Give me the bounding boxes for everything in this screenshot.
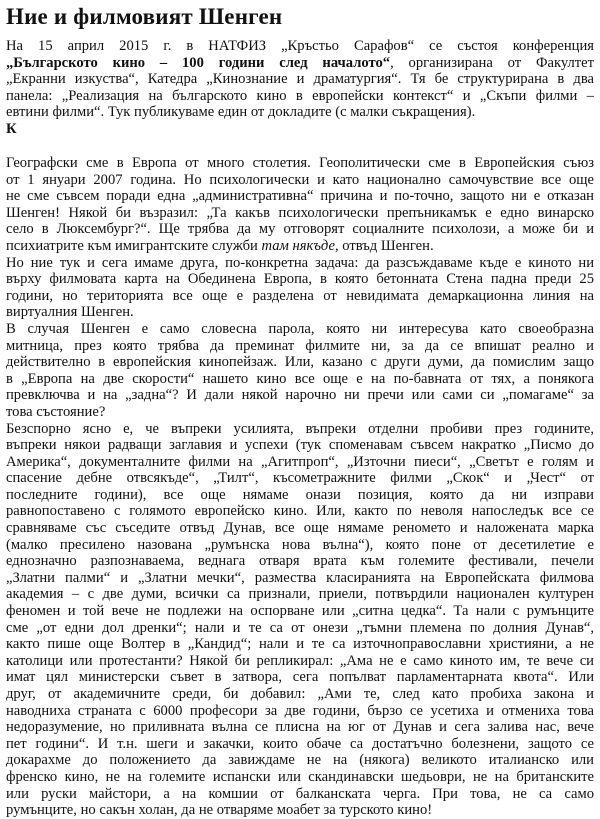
text-segment: румънците, но сакън холан, да не отваряме моабет за турското кино! — [6, 802, 433, 819]
page-title: Ние и филмовият Шенген — [6, 4, 283, 29]
body-line — [6, 404, 594, 421]
body-line — [6, 586, 594, 603]
text-segment: „Златни палми“ и „Златни мечки“, размества класиранията на Европейската филмова — [6, 569, 594, 586]
text-segment: или руски майстори, а на комшии от балканската черга. При това, не са само — [6, 785, 594, 802]
body-line — [6, 354, 594, 371]
bold-text: К — [6, 120, 17, 137]
intro-line — [6, 121, 594, 138]
text-segment: както пише още Волтер в „Кандид“; нали и те са източноправославни християни, а не — [6, 636, 594, 653]
text-segment: сме „от едни дол дренки“; нали и те са от онези „тъмни племена по долния Дунав“, — [6, 619, 594, 636]
body-line — [6, 421, 594, 438]
text-segment: виртуалния Шенген. — [6, 304, 134, 321]
body-line — [6, 255, 594, 272]
body-line — [6, 188, 594, 205]
body-line — [6, 437, 594, 454]
body-line — [6, 470, 594, 487]
body-line — [6, 686, 594, 703]
intro-block — [6, 38, 594, 138]
body-line — [6, 537, 594, 554]
text-segment: академия – с две думи, всички са признали, приели, потвърдили национален културен — [6, 586, 594, 603]
body-line — [6, 520, 594, 537]
text-segment: феномен и той вече не подлежи на оспорване или „ситна цедка“. Та нали с румънците — [6, 603, 594, 620]
body-line — [6, 454, 594, 471]
text-segment: от 1 януари 2007 година. Но психологически и като национално самочувствие все още — [6, 171, 594, 188]
body-line — [6, 669, 594, 686]
body-line — [6, 752, 594, 769]
body-line — [6, 487, 594, 504]
text-segment: в „Европа на две скорости“ нашето кино все още е на по-бавната от тях, а понякога — [6, 370, 594, 387]
text-segment: (малко пресилено назована „румънска нова вълна“), която поне от десетилетие е — [6, 536, 594, 553]
body-line — [6, 703, 594, 720]
text-segment: , организирана от Факултет — [390, 54, 594, 71]
text-segment: не сме съвсем поради една „административна“ причина и по-точно, защото ни е отказан — [6, 188, 594, 205]
body-line — [6, 736, 594, 753]
body-line — [6, 205, 594, 222]
text-segment: , отвъд Шенген. — [334, 237, 434, 254]
italic-text: там някъде — [261, 237, 335, 254]
text-segment: панела: „Реализация на българското кино в европейски контекст“ и „Скъпи филми – — [6, 87, 594, 104]
text-segment: недоразумение, но приливната вълна се плисна на юг от Дунав и сега залива нас, вече — [6, 719, 594, 736]
text-segment: години, но територията все още е разделена от невидимата демаркационна линия на — [6, 287, 594, 304]
intro-line — [6, 104, 594, 121]
body-line — [6, 570, 594, 587]
bold-text: „Българското кино – 100 години след началото“ — [6, 54, 391, 71]
intro-line — [6, 38, 594, 55]
body-line — [6, 288, 594, 305]
text-segment: евтини филми“. Тук публикуваме един от докладите (с малки съкращения). — [6, 104, 476, 121]
text-segment: сравняваме със съседите отвъд Дунав, все още нямаме реномето и наложената марка — [6, 520, 594, 537]
body-line — [6, 387, 594, 404]
text-segment: равнопоставено с голямото европейско кино. Или, както по неволя напоследък все се — [6, 503, 594, 520]
body-line — [6, 321, 594, 338]
text-segment: На 15 април 2015 г. в НАТФИЗ „Кръстьо Сарафов“ се състоя конференция — [6, 38, 594, 54]
text-segment: Безспорно ясно е, че въпреки усилията, въпреки отделни пробиви през годините, — [6, 420, 594, 437]
body-line — [6, 769, 594, 786]
body-line — [6, 802, 594, 819]
body-line — [6, 620, 594, 637]
text-segment: Америка“, документалните филми на „Агитпроп“, „Източни пиеси“, „Светът е голям и — [6, 453, 594, 470]
text-segment: В случая Шенген е само словесна парола, която ни интересува като своеобразна — [6, 320, 594, 337]
body-line — [6, 238, 594, 255]
text-segment: превключва и на „задна“? И дали някой нарочно ни пречи или сами си „помагаме“ за — [6, 387, 594, 404]
body-line — [6, 719, 594, 736]
text-segment: пет години“. И т.н. шеги и закачки, които обаче са достатъчно болезнени, защото се — [6, 735, 594, 752]
text-segment: спасение дебне отвсякъде“, „Тилт“, късометражните филми „Скок“ и „Чест“ от — [6, 470, 594, 487]
text-segment: друг, от академичните среди, би добавил: „Ами те, след като пробиха закона и — [6, 686, 594, 702]
text-segment: това състояние? — [6, 403, 106, 420]
body-line — [6, 155, 594, 172]
body-line — [6, 304, 594, 321]
body-line — [6, 371, 594, 388]
body-line — [6, 553, 594, 570]
text-segment: митница, през която трябва да преминат филмите ни, за да се впишат реално и — [6, 337, 594, 354]
text-segment: Шенген! Някой би възразил: „Та какъв психологически препъникамък е едно винарско — [6, 204, 594, 221]
intro-line — [6, 88, 594, 105]
text-segment: френско кино, не на големите испански или скандинавски шедьоври, не на британските — [6, 768, 594, 785]
body-line — [6, 503, 594, 520]
article-body — [6, 155, 594, 819]
text-segment: еднозначно разпознаваема, веднага отваря врата към големите фестивали, печели — [6, 553, 594, 570]
body-line — [6, 603, 594, 620]
text-segment: докарахме до положението да завиждаме не на (някога) великото италианско или — [6, 752, 594, 769]
text-segment: последните години), все още нямаме онази позиция, която да ни изправи — [6, 486, 594, 503]
body-line — [6, 636, 594, 653]
body-line — [6, 172, 594, 189]
body-line — [6, 338, 594, 355]
text-segment: действително в европейския кинопейзаж. Или, казано с други думи, да помислим защо — [6, 354, 594, 371]
body-line — [6, 653, 594, 670]
text-segment: католици или протестанти? Някой би репликирал: „Ама не е само киното им, те вече си — [6, 652, 594, 669]
text-segment: върху филмовата карта на Обединена Европа, в която бетонната Стена падна преди 25 — [6, 271, 594, 288]
text-segment: въпреки някои радващи заглавия и успехи (тук споменавам съвсем накратко „Писмо до — [6, 437, 594, 454]
text-segment: наводниха страната с 6000 професори за две години, бързо се усетиха и отмениха това — [6, 702, 594, 719]
text-segment: село в Люксембург?“. Ще трябва да му отговорят социалните психолози, а може би и — [6, 221, 594, 238]
text-segment: „Екранни изкуства“, Катедра „Кинознание и драматургия“. Тя бе структурирана в два — [6, 71, 594, 88]
intro-line — [6, 55, 594, 72]
text-segment: имат цял министерски съвет в затвора, сега попълват парламентарната квота“. Или — [6, 669, 594, 686]
intro-line — [6, 71, 594, 88]
body-line — [6, 221, 594, 238]
text-segment: Но ние тук и сега имаме друга, по-конкретна задача: да разсъждаваме къде е киното ни — [6, 254, 594, 271]
text-segment: Географски сме в Европа от много столетия. Геополитически сме в Европейския съюз — [6, 155, 594, 171]
text-segment: психиатрите към имигрантските служби — [6, 237, 262, 254]
body-line — [6, 271, 594, 288]
